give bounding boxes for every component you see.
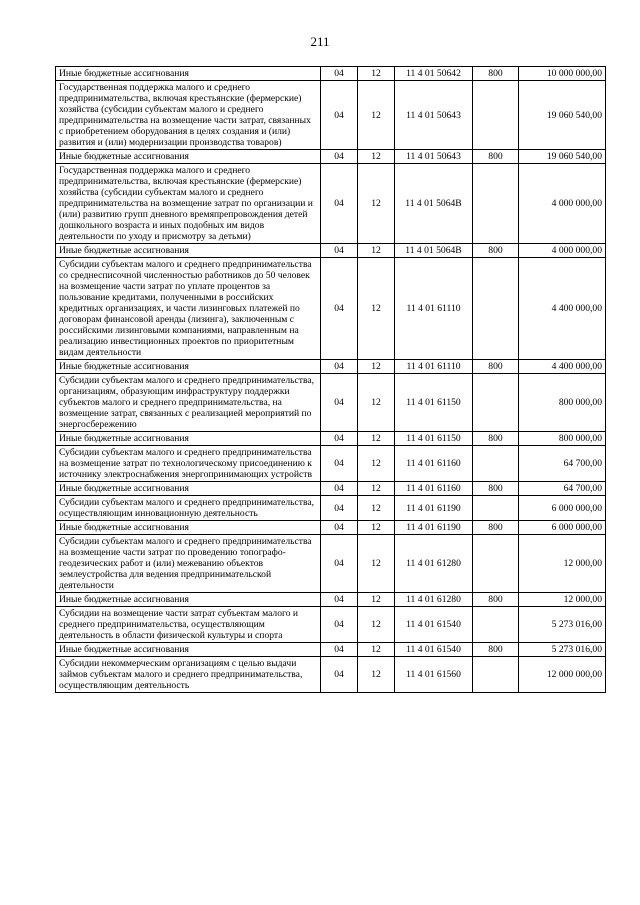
section-code-cell: 04 [321, 482, 358, 496]
table-row [56, 150, 606, 164]
amount-cell: 64 700,00 [519, 446, 606, 482]
expense-name-cell: Иные бюджетные ассигнования [56, 643, 321, 657]
expense-type-cell [473, 496, 519, 521]
subsection-code-cell: 12 [358, 67, 395, 81]
subsection-code-cell: 12 [358, 374, 395, 432]
expense-name-cell: Иные бюджетные ассигнования [56, 244, 321, 258]
target-article-cell: 11 4 01 61540 [395, 607, 473, 643]
expense-type-cell [473, 81, 519, 150]
target-article-cell: 11 4 01 61160 [395, 446, 473, 482]
expense-type-cell: 800 [473, 643, 519, 657]
subsection-code-cell: 12 [358, 593, 395, 607]
expense-type-cell: 800 [473, 593, 519, 607]
section-code-cell: 04 [321, 67, 358, 81]
amount-cell: 12 000,00 [519, 535, 606, 593]
section-code-cell: 04 [321, 657, 358, 693]
expense-type-cell [473, 535, 519, 593]
amount-cell: 4 000 000,00 [519, 244, 606, 258]
section-code-cell: 04 [321, 446, 358, 482]
amount-cell: 800 000,00 [519, 374, 606, 432]
section-code-cell: 04 [321, 360, 358, 374]
section-code-cell: 04 [321, 521, 358, 535]
subsection-code-cell: 12 [358, 607, 395, 643]
expense-name-cell: Иные бюджетные ассигнования [56, 482, 321, 496]
table-row [56, 164, 606, 244]
target-article-cell: 11 4 01 61540 [395, 643, 473, 657]
expense-name-cell: Государственная поддержка малого и среднего предпринимательства, включая крестьянские (фермерские) хозяйства (субсидии субъектам малого и среднего предпринимательства на возмещение затрат по организации и (или) развитию групп дневного времяпрепровождения детей дошкольного возраста и иных подобных им видов деятельности по уходу и присмотру за детьми) [56, 164, 321, 244]
table-row [56, 607, 606, 643]
amount-cell: 6 000 000,00 [519, 496, 606, 521]
expense-type-cell: 800 [473, 67, 519, 81]
expense-name-cell: Субсидии субъектам малого и среднего предпринимательства на возмещение затрат по технологическому присоединению к источнику электроснабжения энергопринимающих устройств [56, 446, 321, 482]
budget-table [55, 66, 606, 693]
target-article-cell: 11 4 01 61110 [395, 258, 473, 360]
table-row [56, 360, 606, 374]
subsection-code-cell: 12 [358, 521, 395, 535]
table-row [56, 593, 606, 607]
subsection-code-cell: 12 [358, 643, 395, 657]
target-article-cell: 11 4 01 61560 [395, 657, 473, 693]
section-code-cell: 04 [321, 496, 358, 521]
target-article-cell: 11 4 01 61280 [395, 593, 473, 607]
table-row [56, 67, 606, 81]
table-row [56, 496, 606, 521]
amount-cell: 5 273 016,00 [519, 643, 606, 657]
expense-name-cell: Иные бюджетные ассигнования [56, 593, 321, 607]
subsection-code-cell: 12 [358, 446, 395, 482]
subsection-code-cell: 12 [358, 258, 395, 360]
section-code-cell: 04 [321, 374, 358, 432]
expense-name-cell: Субсидии субъектам малого и среднего предпринимательства, осуществляющим инновационную деятельность [56, 496, 321, 521]
target-article-cell: 11 4 01 50643 [395, 150, 473, 164]
target-article-cell: 11 4 01 50642 [395, 67, 473, 81]
page-number: 211 [310, 34, 330, 49]
expense-name-cell: Иные бюджетные ассигнования [56, 521, 321, 535]
expense-type-cell [473, 446, 519, 482]
expense-type-cell [473, 607, 519, 643]
expense-type-cell: 800 [473, 482, 519, 496]
target-article-cell: 11 4 01 61280 [395, 535, 473, 593]
table-row [56, 535, 606, 593]
section-code-cell: 04 [321, 535, 358, 593]
expense-type-cell [473, 657, 519, 693]
table-row [56, 258, 606, 360]
section-code-cell: 04 [321, 607, 358, 643]
subsection-code-cell: 12 [358, 482, 395, 496]
expense-type-cell [473, 374, 519, 432]
expense-type-cell: 800 [473, 244, 519, 258]
amount-cell: 19 060 540,00 [519, 150, 606, 164]
amount-cell: 19 060 540,00 [519, 81, 606, 150]
subsection-code-cell: 12 [358, 150, 395, 164]
subsection-code-cell: 12 [358, 496, 395, 521]
amount-cell: 4 000 000,00 [519, 164, 606, 244]
expense-name-cell: Иные бюджетные ассигнования [56, 150, 321, 164]
table-row [56, 521, 606, 535]
amount-cell: 12 000 000,00 [519, 657, 606, 693]
table-row [56, 482, 606, 496]
expense-type-cell [473, 258, 519, 360]
expense-name-cell: Иные бюджетные ассигнования [56, 67, 321, 81]
section-code-cell: 04 [321, 81, 358, 150]
expense-type-cell [473, 164, 519, 244]
amount-cell: 6 000 000,00 [519, 521, 606, 535]
target-article-cell: 11 4 01 5064В [395, 244, 473, 258]
amount-cell: 64 700,00 [519, 482, 606, 496]
expense-name-cell: Субсидии субъектам малого и среднего предпринимательства на возмещение части затрат по проведению топографо-геодезических работ и (или) межеванию объектов землеустройства для ведения предпринимательской деятельности [56, 535, 321, 593]
target-article-cell: 11 4 01 61110 [395, 360, 473, 374]
expense-name-cell: Субсидии на возмещение части затрат субъектам малого и среднего предпринимательства, осуществляющим деятельность в области физической культуры и спорта [56, 607, 321, 643]
table-row [56, 244, 606, 258]
section-code-cell: 04 [321, 258, 358, 360]
amount-cell: 800 000,00 [519, 432, 606, 446]
subsection-code-cell: 12 [358, 535, 395, 593]
amount-cell: 4 400 000,00 [519, 258, 606, 360]
section-code-cell: 04 [321, 244, 358, 258]
expense-name-cell: Субсидии субъектам малого и среднего предпринимательства, организациям, образующим инфраструктуру поддержки субъектов малого и среднего предпринимательства, на возмещение затрат, связанных с реализацией мероприятий по энергосбережению [56, 374, 321, 432]
table-row [56, 643, 606, 657]
expense-type-cell: 800 [473, 360, 519, 374]
subsection-code-cell: 12 [358, 81, 395, 150]
expense-type-cell: 800 [473, 432, 519, 446]
amount-cell: 12 000,00 [519, 593, 606, 607]
section-code-cell: 04 [321, 593, 358, 607]
subsection-code-cell: 12 [358, 657, 395, 693]
section-code-cell: 04 [321, 643, 358, 657]
table-row [56, 432, 606, 446]
target-article-cell: 11 4 01 5064В [395, 164, 473, 244]
amount-cell: 4 400 000,00 [519, 360, 606, 374]
expense-name-cell: Государственная поддержка малого и среднего предпринимательства, включая крестьянские (фермерские) хозяйства (субсидии субъектам малого и среднего предпринимательства на возмещение части затрат, связанных с приобретением оборудования в целях создания и (или) развития и (или) модернизации производства товаров) [56, 81, 321, 150]
subsection-code-cell: 12 [358, 360, 395, 374]
subsection-code-cell: 12 [358, 164, 395, 244]
target-article-cell: 11 4 01 61190 [395, 496, 473, 521]
section-code-cell: 04 [321, 432, 358, 446]
target-article-cell: 11 4 01 61150 [395, 432, 473, 446]
amount-cell: 5 273 016,00 [519, 607, 606, 643]
budget-table-body [56, 67, 606, 693]
subsection-code-cell: 12 [358, 244, 395, 258]
section-code-cell: 04 [321, 164, 358, 244]
section-code-cell: 04 [321, 150, 358, 164]
table-row [56, 374, 606, 432]
expense-type-cell: 800 [473, 150, 519, 164]
expense-name-cell: Субсидии некоммерческим организациям с целью выдачи займов субъектам малого и среднего предпринимательства, осуществляющим деятельность [56, 657, 321, 693]
target-article-cell: 11 4 01 61190 [395, 521, 473, 535]
target-article-cell: 11 4 01 50643 [395, 81, 473, 150]
table-row [56, 446, 606, 482]
expense-name-cell: Иные бюджетные ассигнования [56, 432, 321, 446]
amount-cell: 10 000 000,00 [519, 67, 606, 81]
table-row [56, 657, 606, 693]
target-article-cell: 11 4 01 61160 [395, 482, 473, 496]
expense-name-cell: Субсидии субъектам малого и среднего предпринимательства со среднесписочной численностью работников до 50 человек на возмещение части затрат по уплате процентов за пользование кредитами, полученными в российских кредитных организациях, и части лизинговых платежей по договорам финансовой аренды (лизинга), заключенным с российскими лизинговыми компаниями, направленным на реализацию инвестиционных проектов по приоритетным видам деятельности [56, 258, 321, 360]
table-row [56, 81, 606, 150]
target-article-cell: 11 4 01 61150 [395, 374, 473, 432]
expense-type-cell: 800 [473, 521, 519, 535]
subsection-code-cell: 12 [358, 432, 395, 446]
expense-name-cell: Иные бюджетные ассигнования [56, 360, 321, 374]
